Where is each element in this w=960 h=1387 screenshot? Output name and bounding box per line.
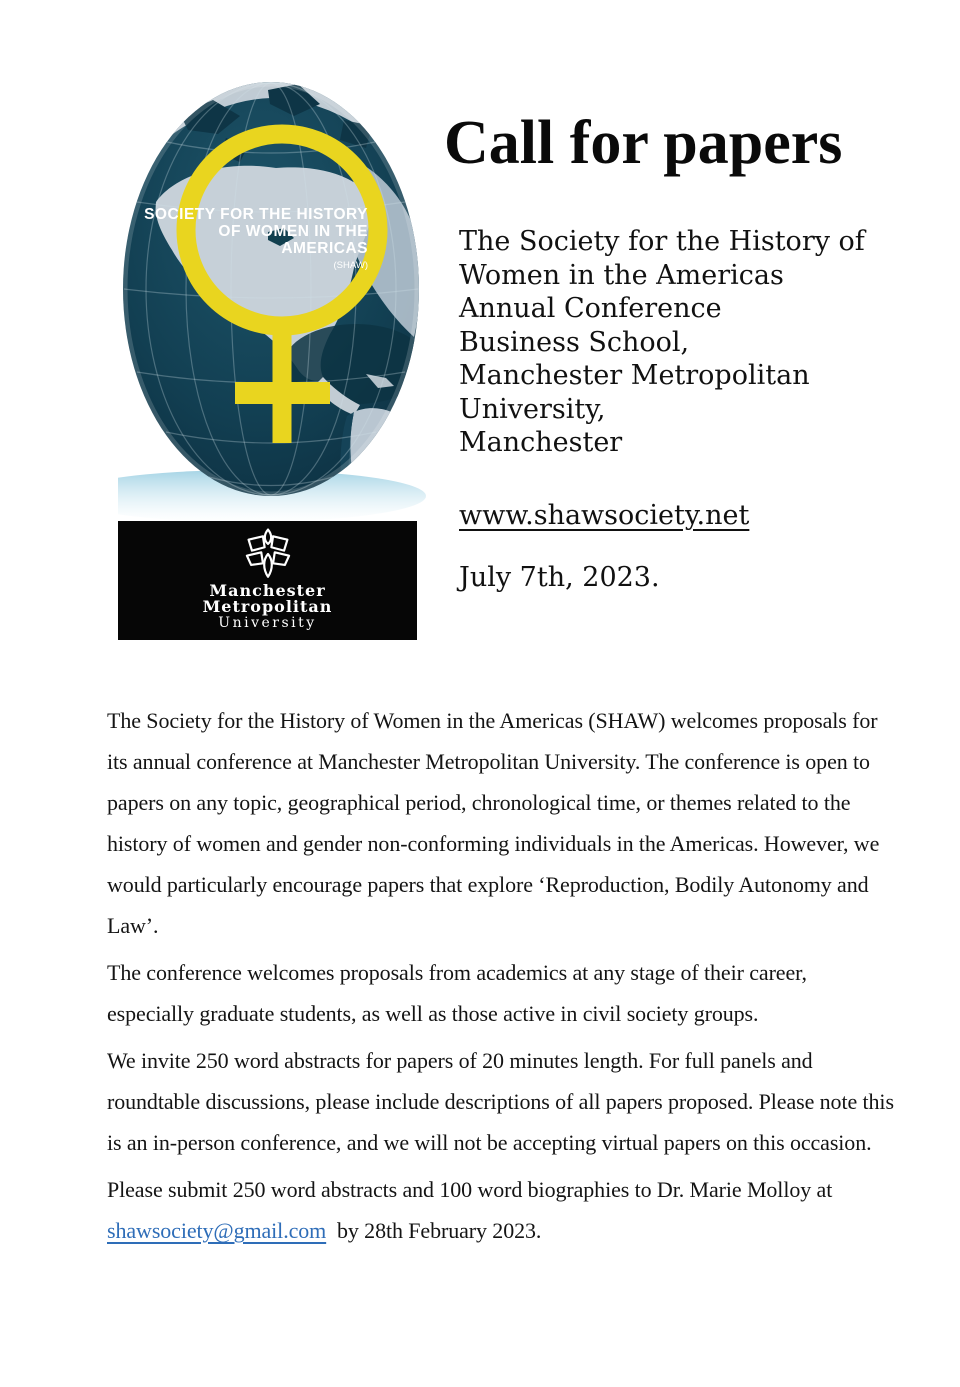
page-title: Call for papers: [444, 109, 843, 177]
subtitle-line-3: Annual Conference: [459, 293, 722, 324]
body-text: [107, 700, 899, 1257]
globe: [118, 82, 430, 522]
subtitle-line-6: University,: [459, 393, 606, 425]
mmu-wordmark-line-2: Metropolitan: [202, 597, 333, 617]
caption-line-shaw: (SHAW): [333, 260, 368, 271]
subtitle-line-1: The Society for the History of: [459, 226, 865, 257]
subtitle-line-5: Manchester Metropolitan: [459, 360, 810, 391]
mmu-rose-icon: [241, 527, 295, 581]
caption-line-3: AMERICAS: [281, 240, 368, 257]
shaw-globe-logo: [118, 82, 430, 522]
subtitle-line-4: Business School,: [459, 326, 690, 358]
website-link[interactable]: www.shawsociety.net: [459, 500, 750, 531]
subtitle-line-7: Manchester: [459, 427, 623, 458]
paragraph-welcome: The conference welcomes proposals from academics at any stage of their career, especially graduate students, as well as those active in civil society groups.: [107, 960, 807, 1026]
shaw-logo-block: [118, 82, 430, 645]
paragraph-submission: [107, 1169, 899, 1251]
conference-date: July 7th, 2023.: [459, 562, 660, 593]
paragraph-abstracts: We invite 250 word abstracts for papers of 20 minutes length. For full panels and roundtable discussions, please include descriptions of all papers proposed. Please note this is an in-person conference, and we will not be accepting virtual papers on this occasion.: [107, 1048, 894, 1155]
caption-line-2: OF WOMEN IN THE: [218, 223, 368, 240]
submission-text-after: by 28th February 2023.: [326, 1218, 542, 1243]
conference-subtitle: [459, 225, 865, 460]
mmu-logo-box: [118, 521, 417, 640]
mmu-wordmark-line-1: Manchester: [209, 581, 326, 600]
caption-line-1: SOCIETY FOR THE HISTORY: [144, 206, 368, 223]
mmu-wordmark-line-3: University: [218, 614, 317, 631]
email-link[interactable]: shawsociety@gmail.com: [107, 1218, 327, 1243]
submission-text-before: Please submit 250 word abstracts and 100 word biographies to Dr. Marie Molloy at: [107, 1177, 838, 1202]
subtitle-line-2: Women in the Americas: [459, 259, 784, 291]
paragraph-proposals: The Society for the History of Women in the Americas (SHAW) welcomes proposals for its annual conference at Manchester Metropolitan University. The conference is open to papers on any topic, geographical period, chronological time, or themes related to the history of women and gender non-conforming individuals in the Americas. However, we would particularly encourage papers that explore ‘Reproduction, Bodily Autonomy and Law’.: [107, 708, 880, 938]
